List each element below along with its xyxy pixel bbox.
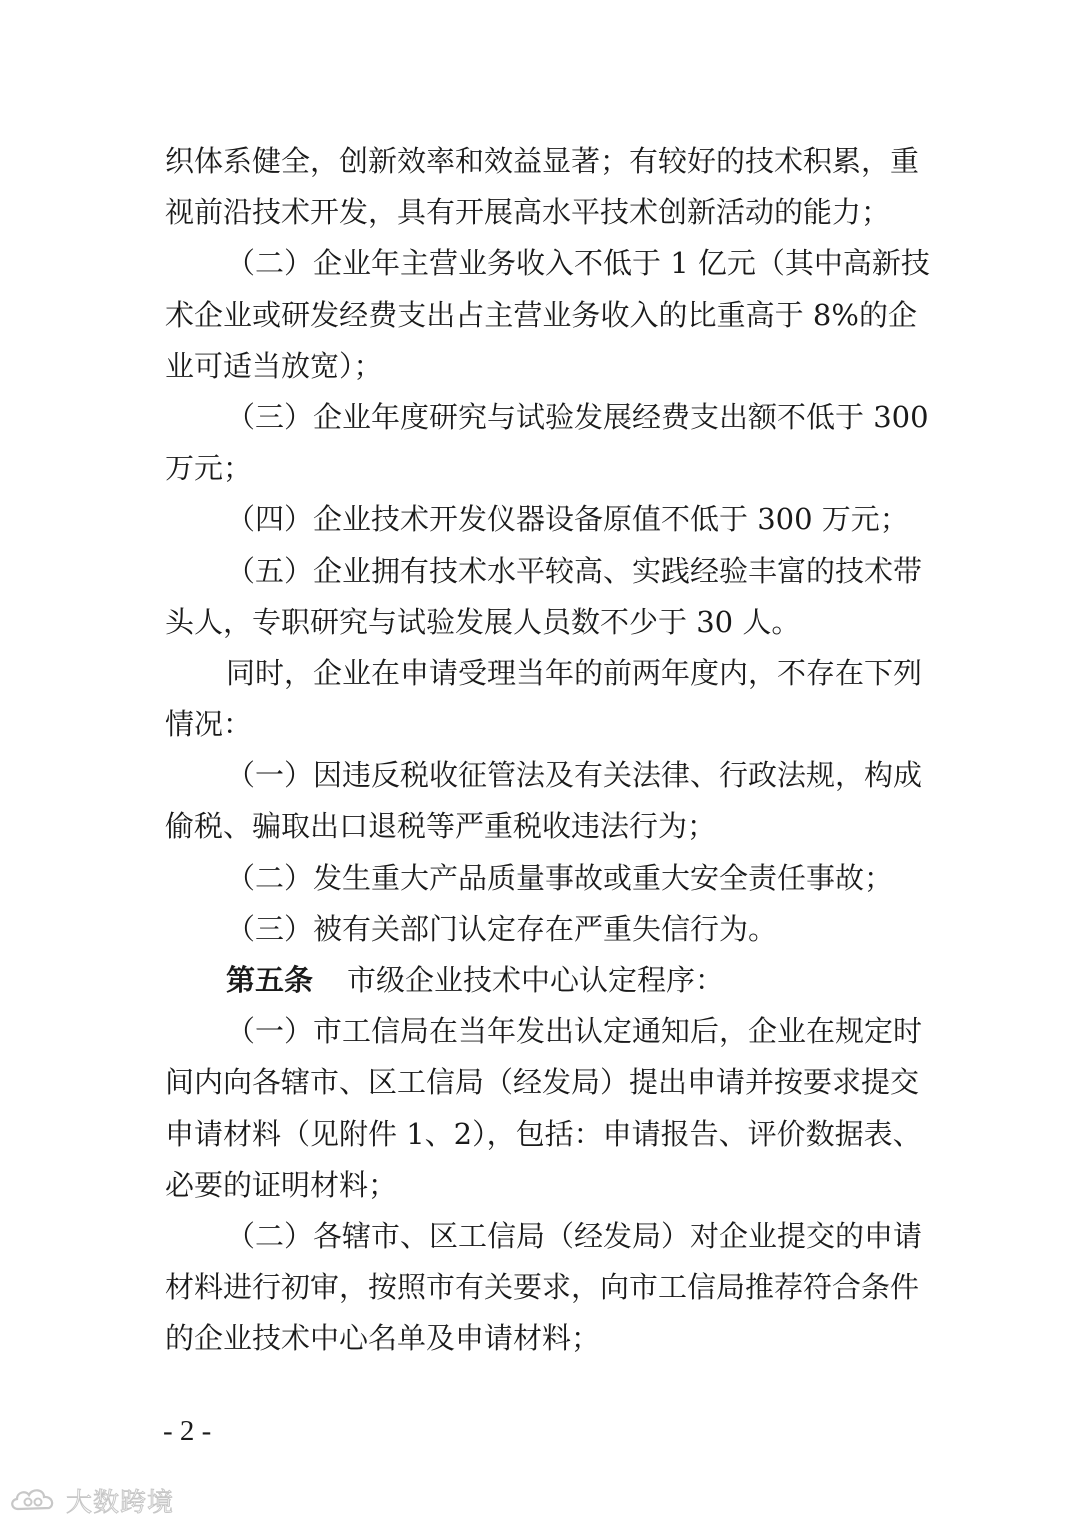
text-line-19: 间内向各辖市、区工信局（经发局）提出申请并按要求提交 bbox=[165, 1065, 920, 1100]
article-title: 市级企业技术中心认定程序： bbox=[347, 963, 725, 997]
text-line-12: 情况： bbox=[165, 707, 253, 742]
text-line-16: （三）被有关部门认定存在严重失信行为。 bbox=[226, 911, 778, 946]
text-line-1: 织体系健全，创新效率和效益显著；有较好的技术积累，重 bbox=[165, 144, 920, 178]
text-line-21: 必要的证明材料； bbox=[165, 1167, 398, 1202]
text-line-4: 术企业或研发经费支出占主营业务收入的比重高于 8%的企 bbox=[165, 297, 917, 332]
text-line-8: （四）企业技术开发仪器设备原值不低于 300 万元； bbox=[226, 502, 909, 537]
text-line-6: （三）企业年度研究与试验发展经费支出额不低于 300 bbox=[226, 399, 929, 434]
page-number: - 2 - bbox=[163, 1415, 212, 1447]
text-line-18: （一）市工信局在当年发出认定通知后，企业在规定时 bbox=[226, 1014, 923, 1049]
article-heading-line bbox=[165, 955, 917, 1006]
text-line-13: （一）因违反税收征管法及有关法律、行政法规，构成 bbox=[226, 758, 923, 793]
document-body bbox=[165, 136, 930, 1365]
text-line-23: 材料进行初审，按照市有关要求，向市工信局推荐符合条件 bbox=[165, 1270, 920, 1305]
text-line-20: 申请材料（见附件 1、2），包括：申请报告、评价数据表、 bbox=[165, 1116, 922, 1151]
article-number: 第五条 bbox=[226, 963, 314, 997]
text-line-11: 同时，企业在申请受理当年的前两年度内，不存在下列 bbox=[226, 655, 923, 690]
text-line-22: （二）各辖市、区工信局（经发局）对企业提交的申请 bbox=[226, 1218, 923, 1253]
cloud-logo-icon bbox=[8, 1483, 62, 1517]
text-line-9: （五）企业拥有技术水平较高、实践经验丰富的技术带 bbox=[226, 553, 923, 588]
text-line-10: 头人，专职研究与试验发展人员数不少于 30 人。 bbox=[165, 604, 801, 639]
text-line-24: 的企业技术中心名单及申请材料； bbox=[165, 1321, 601, 1356]
text-line-2: 视前沿技术开发，具有开展高水平技术创新活动的能力； bbox=[165, 195, 891, 230]
watermark-text: 大数跨境 bbox=[66, 1487, 175, 1518]
text-line-7: 万元； bbox=[165, 451, 253, 486]
text-line-15: （二）发生重大产品质量事故或重大安全责任事故； bbox=[226, 860, 894, 895]
text-line-3: （二）企业年主营业务收入不低于 1 亿元（其中高新技 bbox=[226, 246, 930, 281]
text-line-5: 业可适当放宽）； bbox=[165, 348, 383, 383]
watermark bbox=[8, 1480, 174, 1520]
text-line-14: 偷税、骗取出口退税等严重税收违法行为； bbox=[165, 809, 717, 844]
